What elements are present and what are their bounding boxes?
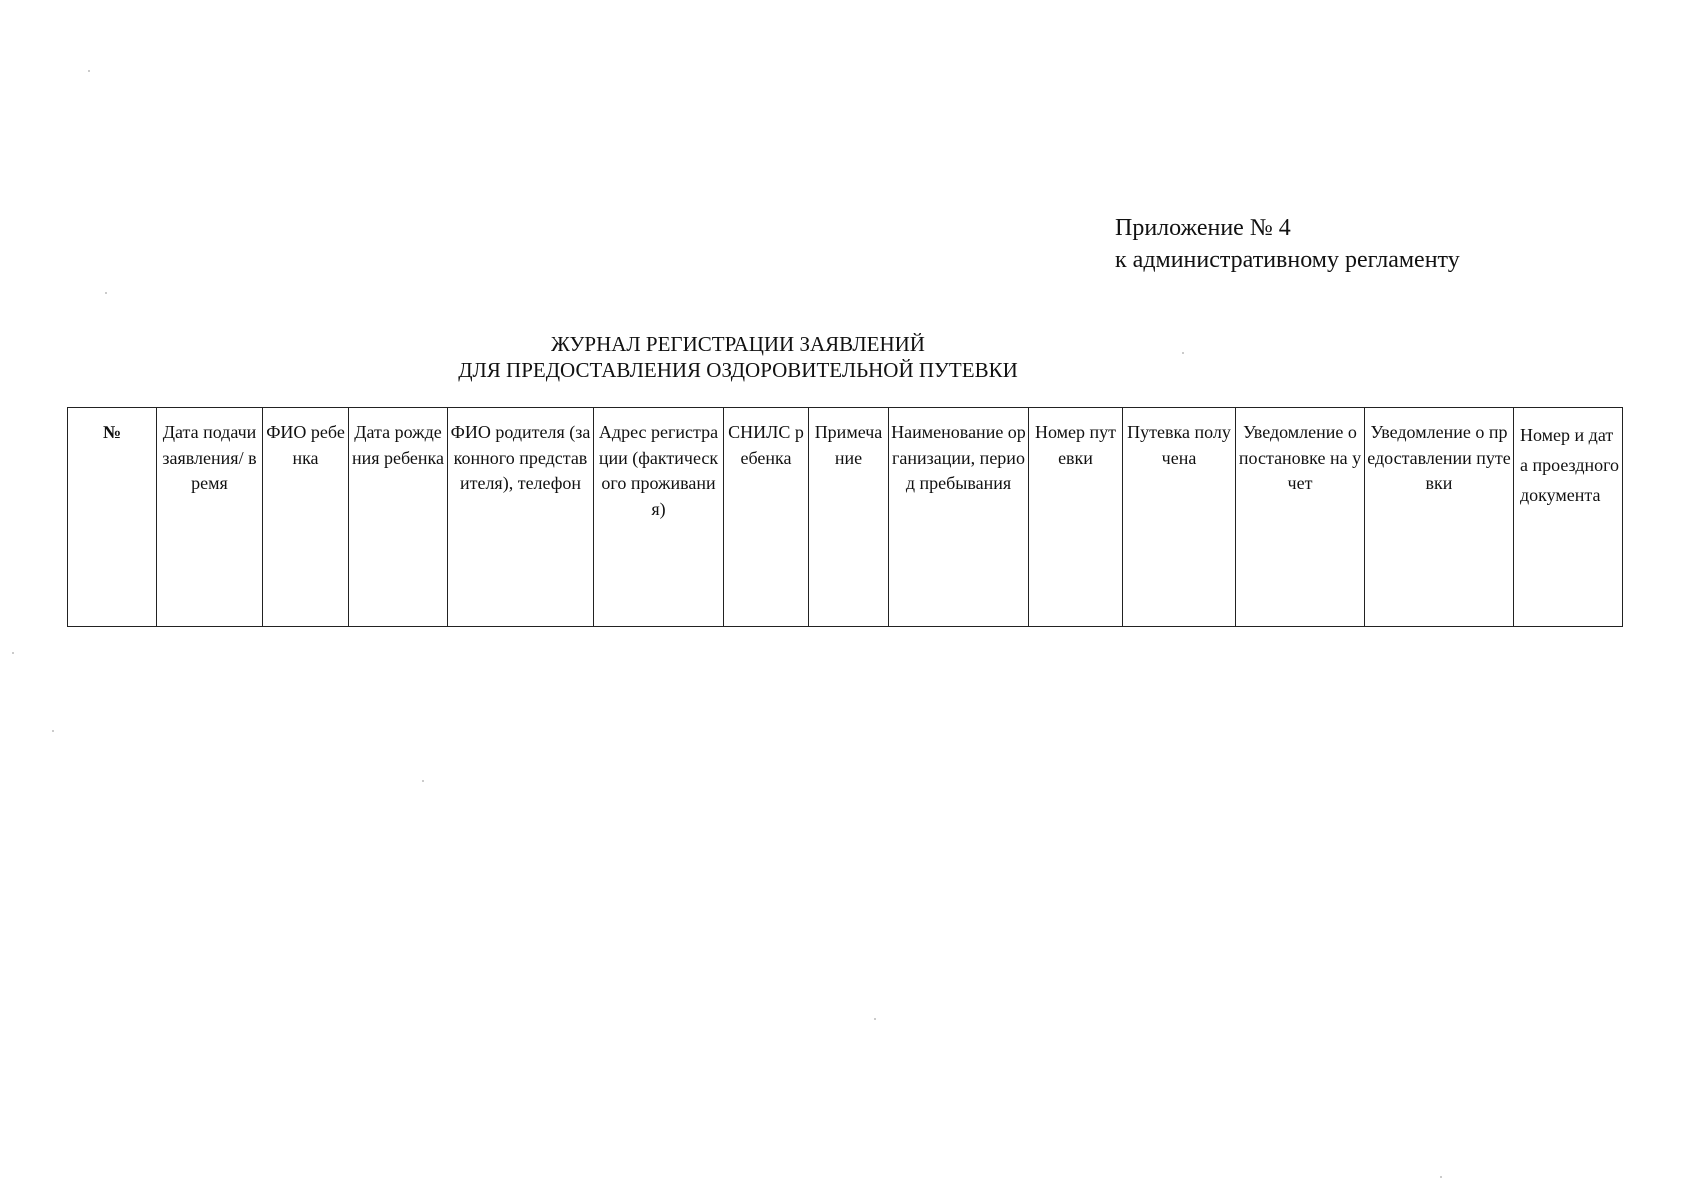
column-header-parent-name: ФИО родителя (законного представителя), телефон bbox=[448, 408, 594, 627]
scan-speck bbox=[105, 292, 107, 294]
journal-title bbox=[0, 331, 1696, 383]
column-header-address: Адрес регистрации (фактического проживания) bbox=[594, 408, 724, 627]
column-header-note: Примечание bbox=[809, 408, 889, 627]
journal-title-line-1: ЖУРНАЛ РЕГИСТРАЦИИ ЗАЯВЛЕНИЙ bbox=[551, 332, 925, 356]
scan-speck bbox=[88, 70, 90, 72]
column-header-child-name: ФИО ребенка bbox=[263, 408, 349, 627]
scan-speck bbox=[874, 1018, 876, 1020]
scan-speck bbox=[1182, 352, 1184, 354]
column-header-voucher-received: Путевка получена bbox=[1123, 408, 1236, 627]
table-header-row bbox=[68, 408, 1623, 627]
column-header-application-date: Дата подачи заявления/ время bbox=[157, 408, 263, 627]
column-header-voucher-number: Номер путевки bbox=[1029, 408, 1123, 627]
appendix-number: Приложение № 4 bbox=[1115, 215, 1291, 241]
column-header-travel-document: Номер и дата проездного документа bbox=[1514, 408, 1623, 627]
column-header-voucher-notice: Уведомление о предоставлении путевки bbox=[1365, 408, 1514, 627]
journal-title-line-2: ДЛЯ ПРЕДОСТАВЛЕНИЯ ОЗДОРОВИТЕЛЬНОЙ ПУТЕВКИ bbox=[458, 358, 1018, 382]
column-header-organization: Наименование организации, период пребывания bbox=[889, 408, 1029, 627]
column-header-registration-notice: Уведомление о постановке на учет bbox=[1236, 408, 1365, 627]
column-header-child-birth-date: Дата рождения ребенка bbox=[349, 408, 448, 627]
scan-speck bbox=[422, 780, 424, 782]
scan-speck bbox=[52, 730, 54, 732]
column-header-child-snils: СНИЛС ребенка bbox=[724, 408, 809, 627]
scan-speck bbox=[1440, 1176, 1442, 1178]
column-header-number: № bbox=[68, 408, 157, 627]
appendix-note bbox=[1115, 212, 1460, 276]
registration-journal-table bbox=[67, 407, 1623, 627]
scan-speck bbox=[12, 652, 14, 654]
appendix-reference: к административному регламенту bbox=[1115, 247, 1460, 273]
